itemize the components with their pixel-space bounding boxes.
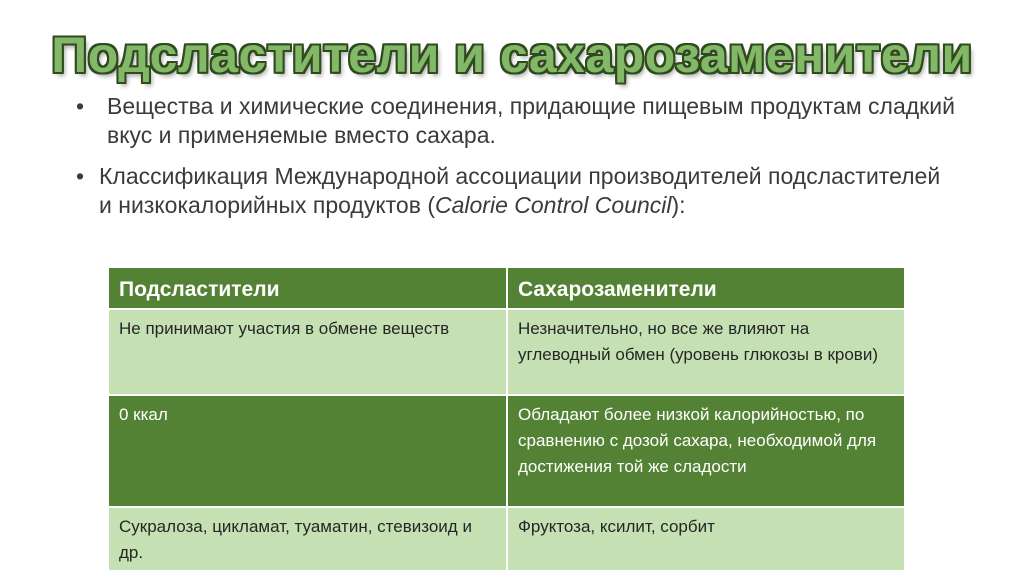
slide-title: Подсластители и сахарозаменители: [51, 27, 973, 83]
bullet-text-after: ):: [671, 192, 686, 218]
table-header-sweeteners: Подсластители: [108, 267, 507, 309]
table-cell: Не принимают участия в обмене веществ: [108, 309, 507, 395]
table-row: [108, 507, 905, 571]
bullet-list: [76, 92, 956, 220]
table-cell: Обладают более низкой калорийностью, по сравнению с дозой сахара, необходимой для достижения той же сладости: [507, 395, 905, 507]
bullet-item-classification: [76, 162, 956, 220]
comparison-table: [107, 266, 906, 572]
bullet-text-before: Классификация Международной ассоциации производителей подсластителей и низкокалорийных продуктов (: [99, 163, 941, 218]
bullet-text-council-name: Calorie Control Council: [435, 192, 672, 218]
table-header-sugar-substitutes: Сахарозаменители: [507, 267, 905, 309]
bullet-marker: •: [76, 93, 85, 119]
table-header-row: [108, 267, 905, 309]
table-row: [108, 395, 905, 507]
table-cell: 0 ккал: [108, 395, 507, 507]
table-cell: Фруктоза, ксилит, сорбит: [507, 507, 905, 571]
table-row: [108, 309, 905, 395]
table-cell: Незначительно, но все же влияют на углеводный обмен (уровень глюкозы в крови): [507, 309, 905, 395]
table-cell: Сукралоза, цикламат, туаматин, стевизоид и др.: [108, 507, 507, 571]
bullet-item-definition: [76, 92, 956, 150]
bullet-text-classification: [99, 163, 940, 218]
bullet-marker: •: [76, 163, 85, 189]
bullet-text-definition: Вещества и химические соединения, придающие пищевым продуктам сладкий вкус и применяемые вместо сахара.: [107, 93, 955, 148]
